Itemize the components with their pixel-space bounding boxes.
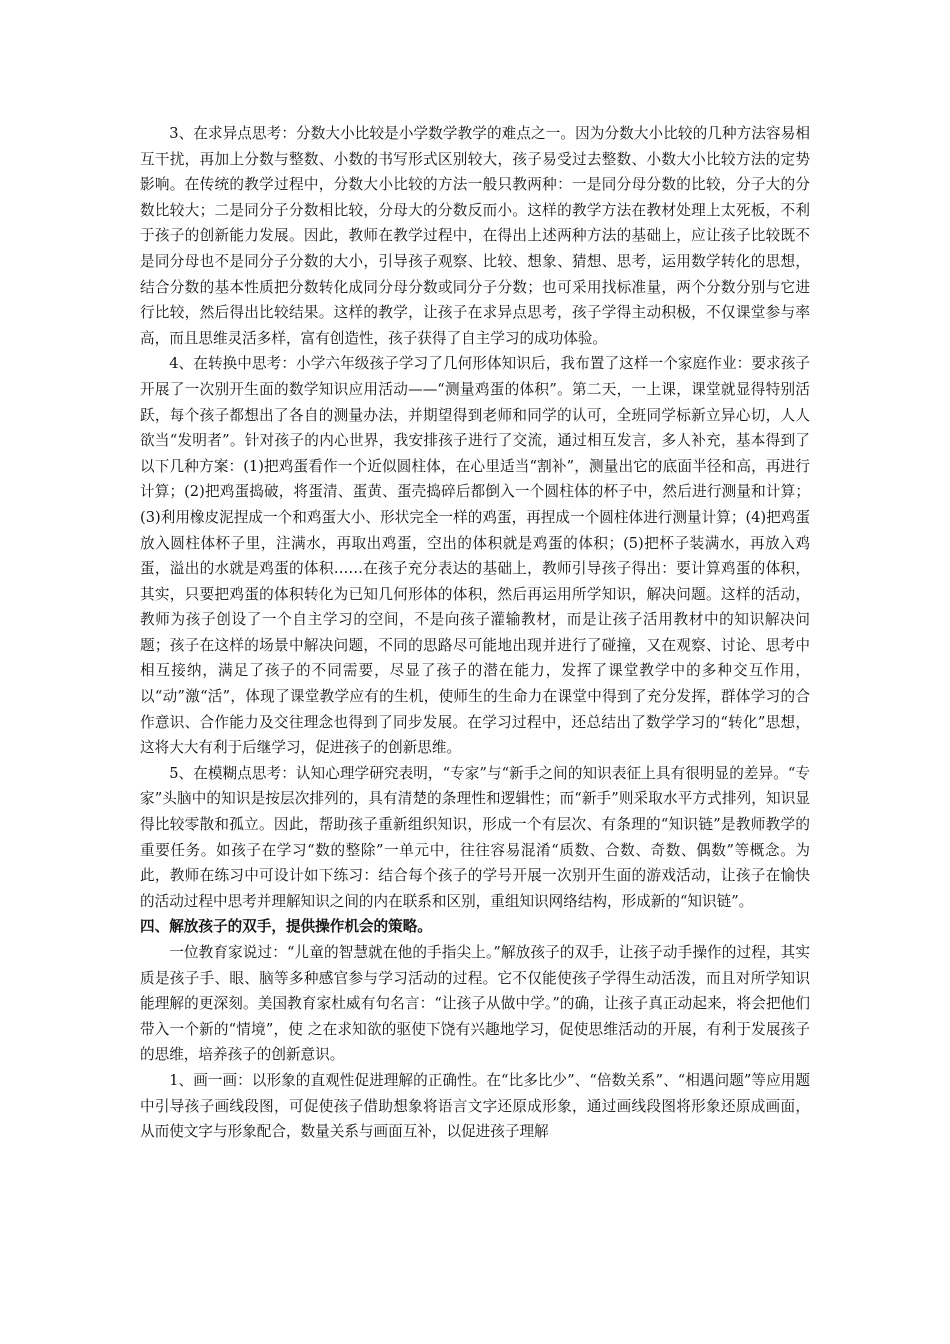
paragraph-transformation-thinking: 4、在转换中思考：小学六年级孩子学习了几何形体知识后，我布置了这样一个家庭作业：要求孩子开展了一次别开生面的数学知识应用活动——“测量鸡蛋的体积”。第二天，一上课，课堂就显得特别活跃，每个孩子都想出了各自的测量办法，并期望得到老师和同学的认可，全班同学标新立异心切，人人欲当“发明者”。针对孩子的内心世界，我安排孩子进行了交流，通过相互发言，多人补充，基本得到了以下几种方案：(1)把鸡蛋看作一个近似圆柱体，在心里适当“割补”，测量出它的底面半径和高，再进行计算；(2)把鸡蛋捣破，将蛋清、蛋黄、蛋壳捣碎后都倒入一个圆柱体的杯子中，然后进行测量和计算；(3)利用橡皮泥捏成一个和鸡蛋大小、形状完全一样的鸡蛋，再捏成一个圆柱体进行测量计算；(4)把鸡蛋放入圆柱体杯子里，注满水，再取出鸡蛋，空出的体积就是鸡蛋的体积；(5)把杯子装满水，再放入鸡蛋，溢出的水就是鸡蛋的体积……在孩子充分表达的基础上，教师引导孩子得出：要计算鸡蛋的体积，其实，只要把鸡蛋的体积转化为已知几何形体的体积，然后再运用所学知识，解决问题。这样的活动，教师为孩子创设了一个自主学习的空间，不是向孩子灌输教材，而是让孩子活用教材中的知识解决问题；孩子在这样的场景中解决问题，不同的思路尽可能地出现并进行了碰撞，又在观察、讨论、思考中相互接纳，满足了孩子的不同需要，尽显了孩子的潜在能力，发挥了课堂教学中的多种交互作用，以“动”激“活”，体现了课堂教学应有的生机，使师生的生命力在课堂中得到了充分发挥，群体学习的合作意识、合作能力及交往理念也得到了同步发展。在学习过程中，还总结出了数学学习的“转化”思想，这将大大有利于后继学习，促进孩子的创新思维。 [140,355,810,757]
paragraph-difference-thinking: 3、在求异点思考：分数大小比较是小学数学教学的难点之一。因为分数大小比较的几种方法容易相互干扰，再加上分数与整数、小数的书写形式区别较大，孩子易受过去整数、小数大小比较方法的定势影响。在传统的教学过程中，分数大小比较的方法一般只教两种：一是同分母分数的比较，分子大的分数比较大；二是同分子分数相比较，分母大的分数反而小。这样的教学方法在教材处理上太死板，不利于孩子的创新能力发展。因此，教师在教学过程中，在得出上述两种方法的基础上，应让孩子比较既不是同分母也不是同分子分数的大小，引导孩子观察、比较、想象、猜想、思考，运用数学转化的思想，结合分数的基本性质把分数转化成同分母分数或同分子分数；也可采用找标准量，两个分数分别与它进行比较，然后得出比较结果。这样的教学，让孩子在求异点思考，孩子学得主动积极，不仅课堂参与率高，而且思维灵活多样，富有创造性，孩子获得了自主学习的成功体验。 [140,125,810,347]
paragraph-draw-diagrams: 1、画一画：以形象的直观性促进理解的正确性。在“比多比少”、“倍数关系”、“相遇问题”等应用题中引导孩子画线段图，可促使孩子借助想象将语言文字还原成形象，通过画线段图将形象还原成画面，从而使文字与形象配合，数量关系与画面互补，以促进孩子理解 [140,1071,810,1141]
document-page [140,121,810,1145]
paragraph-hands-on-intro: 一位教育家说过：“儿童的智慧就在他的手指尖上。”解放孩子的双手，让孩子动手操作的过程，其实质是孩子手、眼、脑等多种感官参与学习活动的过程。它不仅能使孩子学得生动活泼，而且对所学知识能理解的更深刻。美国教育家杜威有句名言：“让孩子从做中学。”的确，让孩子真正动起来，将会把他们带入一个新的“情境”，使 之在求知欲的驱使下饶有兴趣地学习，促使思维活动的开展，有利于发展孩子的思维，培养孩子的创新意识。 [140,944,810,1064]
section-heading: 四、解放孩子的双手，提供操作机会的策略。 [140,918,432,936]
paragraph-fuzzy-point-thinking: 5、在模糊点思考：认知心理学研究表明，“专家”与“新手之间的知识表征上具有很明显的差异。“专家”头脑中的知识是按层次排列的，具有清楚的条理性和逻辑性；而“新手”则采取水平方式排列，知识显得比较零散和孤立。因此，帮助孩子重新组织知识，形成一个有层次、有条理的“知识链”是教师教学的重要任务。如孩子在学习“数的整除”一单元中，往往容易混淆“质数、合数、奇数、偶数”等概念。为此，教师在练习中可设计如下练习：结合每个孩子的学号开展一次别开生面的游戏活动，让孩子在愉快的活动过程中思考并理解知识之间的内在联系和区别，重组知识网络结构，形成新的“知识链”。 [140,764,810,910]
